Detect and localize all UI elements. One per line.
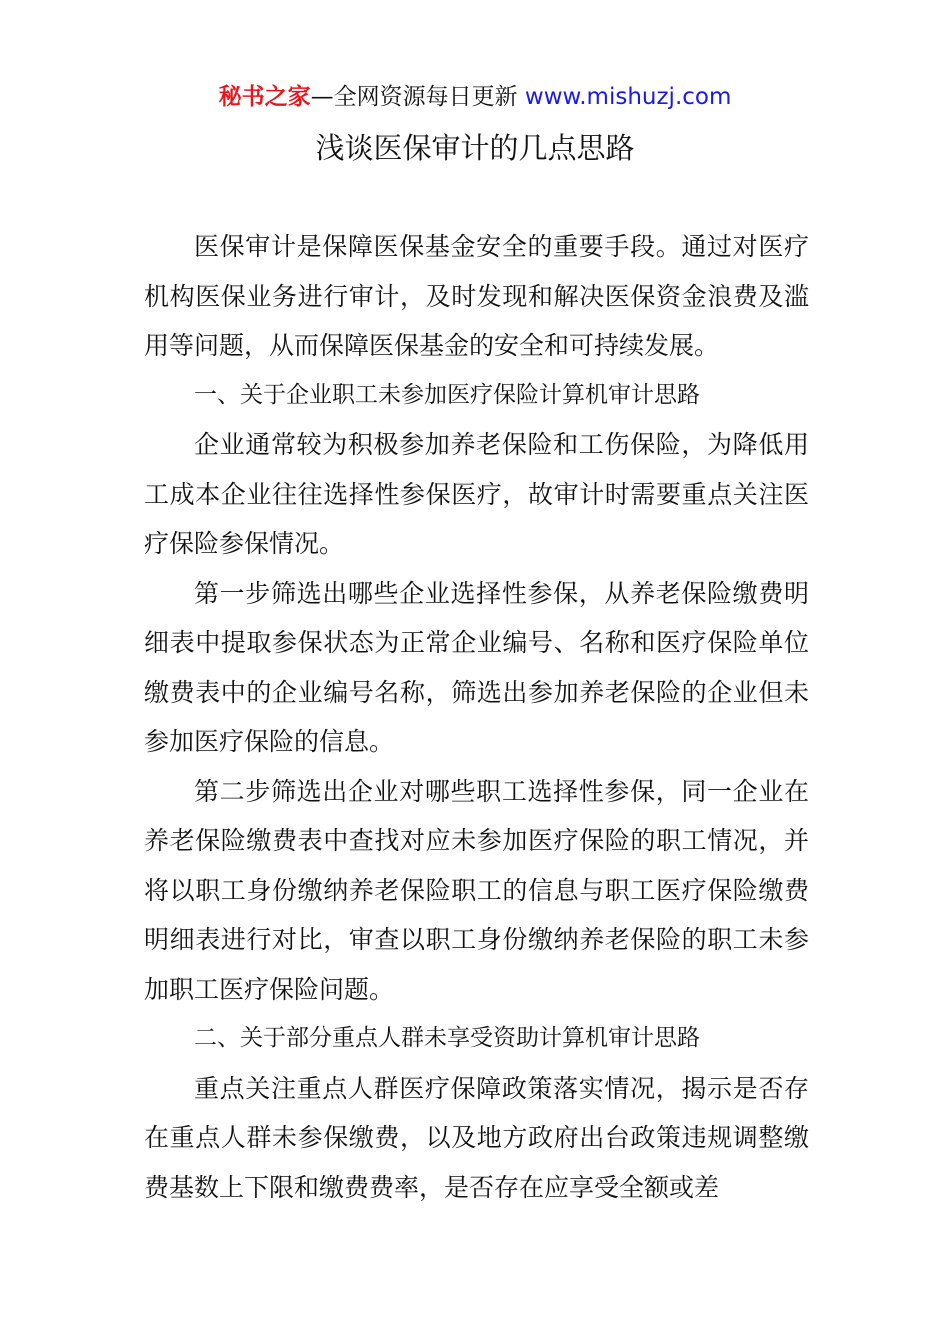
section-heading-1: 一、关于企业职工未参加医疗保险计算机审计思路: [194, 381, 700, 408]
paragraph-section1-intro: 企业通常较为积极参加养老保险和工伤保险，为降低用工成本企业往往选择性参保医疗，故审计时需要重点关注医疗保险参保情况。: [144, 430, 809, 558]
site-header: [0, 80, 950, 114]
section-heading-2: 二、关于部分重点人群未享受资助计算机审计思路: [194, 1025, 700, 1051]
paragraph-step-2: 第二步筛选出企业对哪些职工选择性参保，同一企业在养老保险缴费表中查找对应未参加医疗保险的职工情况，并将以职工身份缴纳养老保险职工的信息与职工医疗保险缴费明细表进行对比，审查以职工身份缴纳养老保险的职工未参加职工医疗保险问题。: [144, 776, 809, 1004]
paragraph-section2-intro: 重点关注重点人群医疗保障政策落实情况，揭示是否存在重点人群未参保缴费，以及地方政府出台政策违规调整缴费基数上下限和缴费费率，是否存在应享受全额或差: [144, 1073, 809, 1202]
document-title: 浅谈医保审计的几点思路: [315, 131, 635, 165]
site-slogan: —全网资源每日更新: [310, 84, 525, 110]
brand-name: 秘书之家: [218, 84, 311, 110]
paragraph-intro: 医保审计是保障医保基金安全的重要手段。通过对医疗机构医保业务进行审计，及时发现和解决医保资金浪费及滥用等问题，从而保障医保基金的安全和可持续发展。: [144, 232, 809, 360]
document-body: [144, 222, 809, 1212]
paragraph-step-1: 第一步筛选出哪些企业选择性参保，从养老保险缴费明细表中提取参保状态为正常企业编号、名称和医疗保险单位缴费表中的企业编号名称，筛选出参加养老保险的企业但未参加医疗保险的信息。: [144, 578, 809, 756]
site-url-link[interactable]: www.mishuzj.com: [524, 84, 732, 110]
